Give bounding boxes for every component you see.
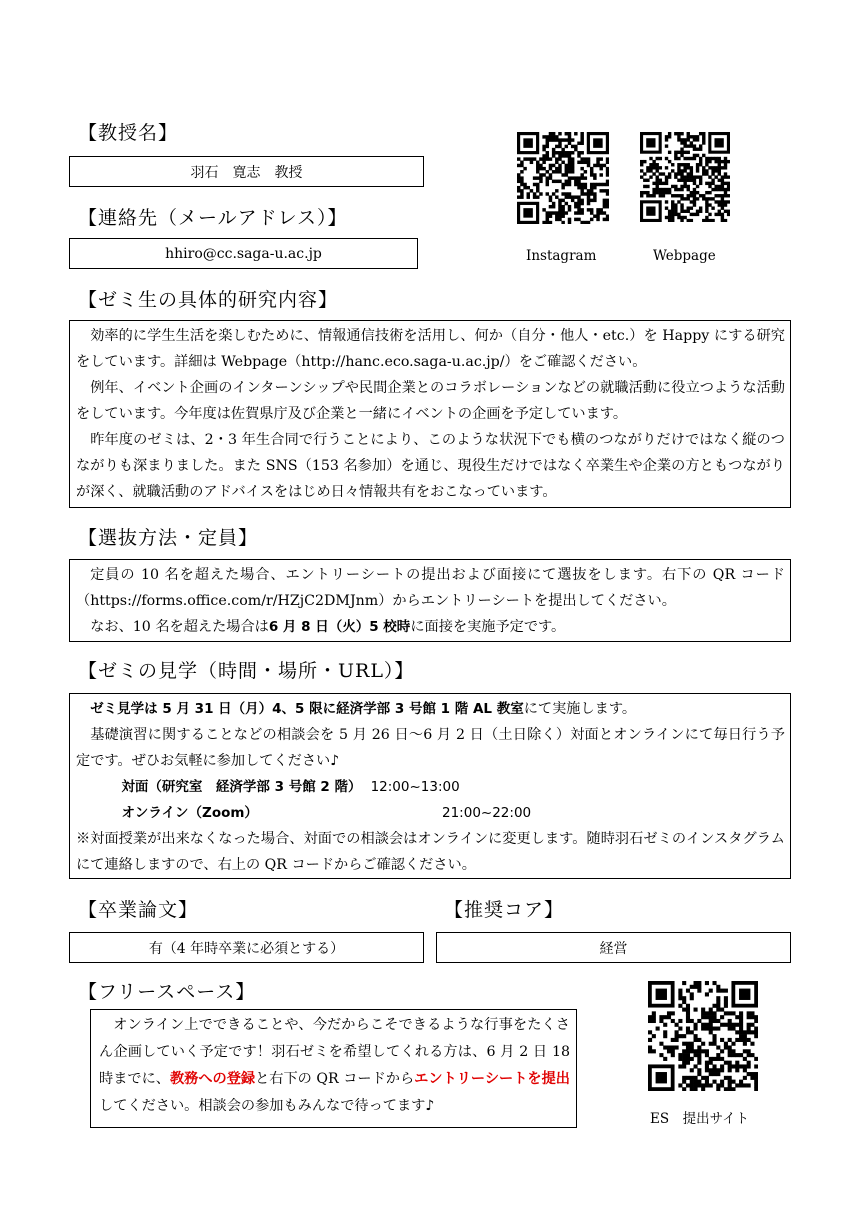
- selection-text-a: なお、10 名を超えた場合は: [90, 619, 269, 635]
- selection-paragraph-1: 定員の 10 名を超えた場合、エントリーシートの提出および面接にて選抜をします。右下の QR コード（https://forms.office.com/r/HZjC2DMJnm）からエントリーシートを提出してください。: [76, 567, 785, 609]
- core-value: 経営: [599, 940, 628, 957]
- entry-sheet-emphasis: エントリーシートを提出: [414, 1071, 570, 1087]
- core-box: [436, 932, 791, 963]
- online-time: 21:00~22:00: [442, 805, 532, 821]
- core-heading: 【推奨コア】: [444, 899, 565, 921]
- research-heading: 【ゼミ生の具体的研究内容】: [78, 289, 339, 311]
- research-box: [69, 320, 791, 508]
- thesis-box: [69, 932, 424, 963]
- research-paragraph-1: 効率的に学生生活を楽しむために、情報通信技術を活用し、何か（自分・他人・etc.）を Happy にする研究をしています。詳細は Webpage（http://hanc.eco.saga-u.ac.jp/）をご確認ください。: [76, 328, 785, 370]
- registration-emphasis: 教務への登録: [169, 1071, 256, 1087]
- es-submission-label: ES 提出サイト: [650, 1111, 750, 1127]
- visit-paragraph-2: 基礎演習に関することなどの相談会を 5 月 26 日〜6 月 2 日（土日除く）対面とオンラインにて毎日行う予定です。ぜひお気軽に参加してください♪: [76, 727, 785, 769]
- selection-box: [69, 559, 791, 642]
- selection-paragraph-2: [76, 614, 785, 640]
- visit-note: ※対面授業が出来なくなった場合、対面での相談会はオンラインに変更します。随時羽石ゼミのインスタグラムにて連絡しますので、右上の QR コードからご確認ください。: [76, 831, 785, 873]
- professor-heading: 【教授名】: [78, 122, 179, 144]
- free-text-2: と右下の QR コードから: [255, 1071, 415, 1087]
- research-paragraph-2: 例年、イベント企画のインターンシップや民間企業とのコラボレーションなどの就職活動に役立つような活動をしています。今年度は佐賀県庁及び企業と一緒にイベントの企画を予定しています。: [76, 380, 785, 422]
- face-time: 12:00~13:00: [370, 779, 460, 795]
- visit-heading: 【ゼミの見学（時間・場所・URL）】: [78, 660, 415, 682]
- webpage-qr-code[interactable]: [640, 132, 730, 222]
- selection-text-b: に面接を実施予定です。: [410, 619, 566, 635]
- free-text-3: してください。相談会の参加もみんなで待ってます♪: [99, 1098, 435, 1114]
- visit-date-place: ゼミ見学は 5 月 31 日（月）4、5 限に経済学部 3 号館 1 階 AL 教室: [90, 701, 524, 717]
- professor-name-box: [69, 156, 424, 187]
- free-space-text: [99, 1012, 570, 1120]
- instagram-qr-code[interactable]: [517, 132, 609, 224]
- professor-name: 羽石 寛志 教授: [190, 164, 303, 181]
- free-text-1: オンライン上でできることや、今だからこそできるような行事をたくさん企画していく予定です！羽石ゼミを希望してくれる方は、6 月 2 日 18 時までに、: [99, 1017, 570, 1087]
- visit-paragraph-1: [76, 696, 785, 722]
- instagram-label: Instagram: [526, 248, 597, 264]
- email-box: [69, 238, 418, 269]
- selection-heading: 【選抜方法・定員】: [78, 527, 259, 549]
- free-space-box: [90, 1009, 577, 1128]
- contact-heading: 【連絡先（メールアドレス）】: [78, 207, 348, 229]
- face-label: 対面（研究室 経済学部 3 号館 2 階）: [121, 779, 362, 795]
- webpage-label: Webpage: [653, 248, 716, 264]
- thesis-heading: 【卒業論文】: [78, 899, 199, 921]
- visit-text-b: にて実施します。: [523, 701, 637, 717]
- online-schedule: [76, 800, 785, 826]
- face-schedule: [76, 774, 785, 800]
- research-paragraph-3: 昨年度のゼミは、2・3 年生合同で行うことにより、このような状況下でも横のつながりだけではなく縦のつながりも深まりました。また SNS（153 名参加）を通じ、現役生だけではなく卒業生や企業の方ともつながりが深く、就職活動のアドバイスをはじめ日々情報共有をおこなっています。: [76, 432, 785, 500]
- online-label: オンライン（Zoom）: [121, 805, 258, 821]
- email-address: hhiro@cc.saga-u.ac.jp: [165, 245, 322, 262]
- es-submission-qr-code[interactable]: [648, 981, 758, 1091]
- free-space-heading: 【フリースペース】: [78, 981, 256, 1003]
- thesis-value: 有（4 年時卒業に必須とする）: [148, 940, 345, 957]
- interview-date: 6 月 8 日（火）5 校時: [268, 619, 411, 635]
- visit-box: [69, 693, 791, 879]
